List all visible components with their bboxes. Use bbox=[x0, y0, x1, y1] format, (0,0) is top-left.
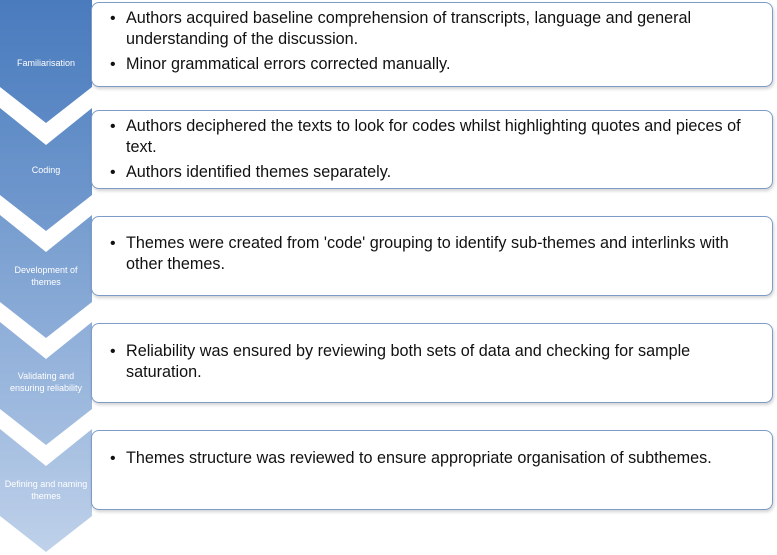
stage-box-1 bbox=[91, 2, 773, 87]
stage-box-3 bbox=[91, 216, 773, 296]
bullet-item: • Themes were created from 'code' grouping to identify sub-themes and interlinks with other themes. bbox=[104, 233, 760, 275]
stage-label-4: Validating and ensuring reliability bbox=[9, 371, 83, 393]
stage-box-2 bbox=[91, 110, 773, 189]
bullet-item: • Authors deciphered the texts to look for codes whilst highlighting quotes and pieces of text. bbox=[104, 116, 760, 158]
bullet-item: • Authors acquired baseline comprehension of transcripts, language and general understanding of the discussion. bbox=[104, 8, 760, 50]
bullet-item: • Reliability was ensured by reviewing both sets of data and checking for sample saturation. bbox=[104, 341, 760, 383]
stage-label-5: Defining and naming themes bbox=[4, 479, 88, 501]
stage-box-5 bbox=[91, 430, 773, 510]
bullet-item: • Minor grammatical errors corrected manually. bbox=[104, 54, 760, 75]
bullet-item: • Authors identified themes separately. bbox=[104, 162, 760, 183]
stage-label-2: Coding bbox=[31, 165, 61, 175]
stage-label-3: Development of themes bbox=[14, 265, 78, 287]
bullet-item: • Themes structure was reviewed to ensure appropriate organisation of subthemes. bbox=[104, 448, 760, 469]
stage-box-4 bbox=[91, 323, 773, 403]
stage-label-1: Familiarisation bbox=[16, 58, 76, 68]
